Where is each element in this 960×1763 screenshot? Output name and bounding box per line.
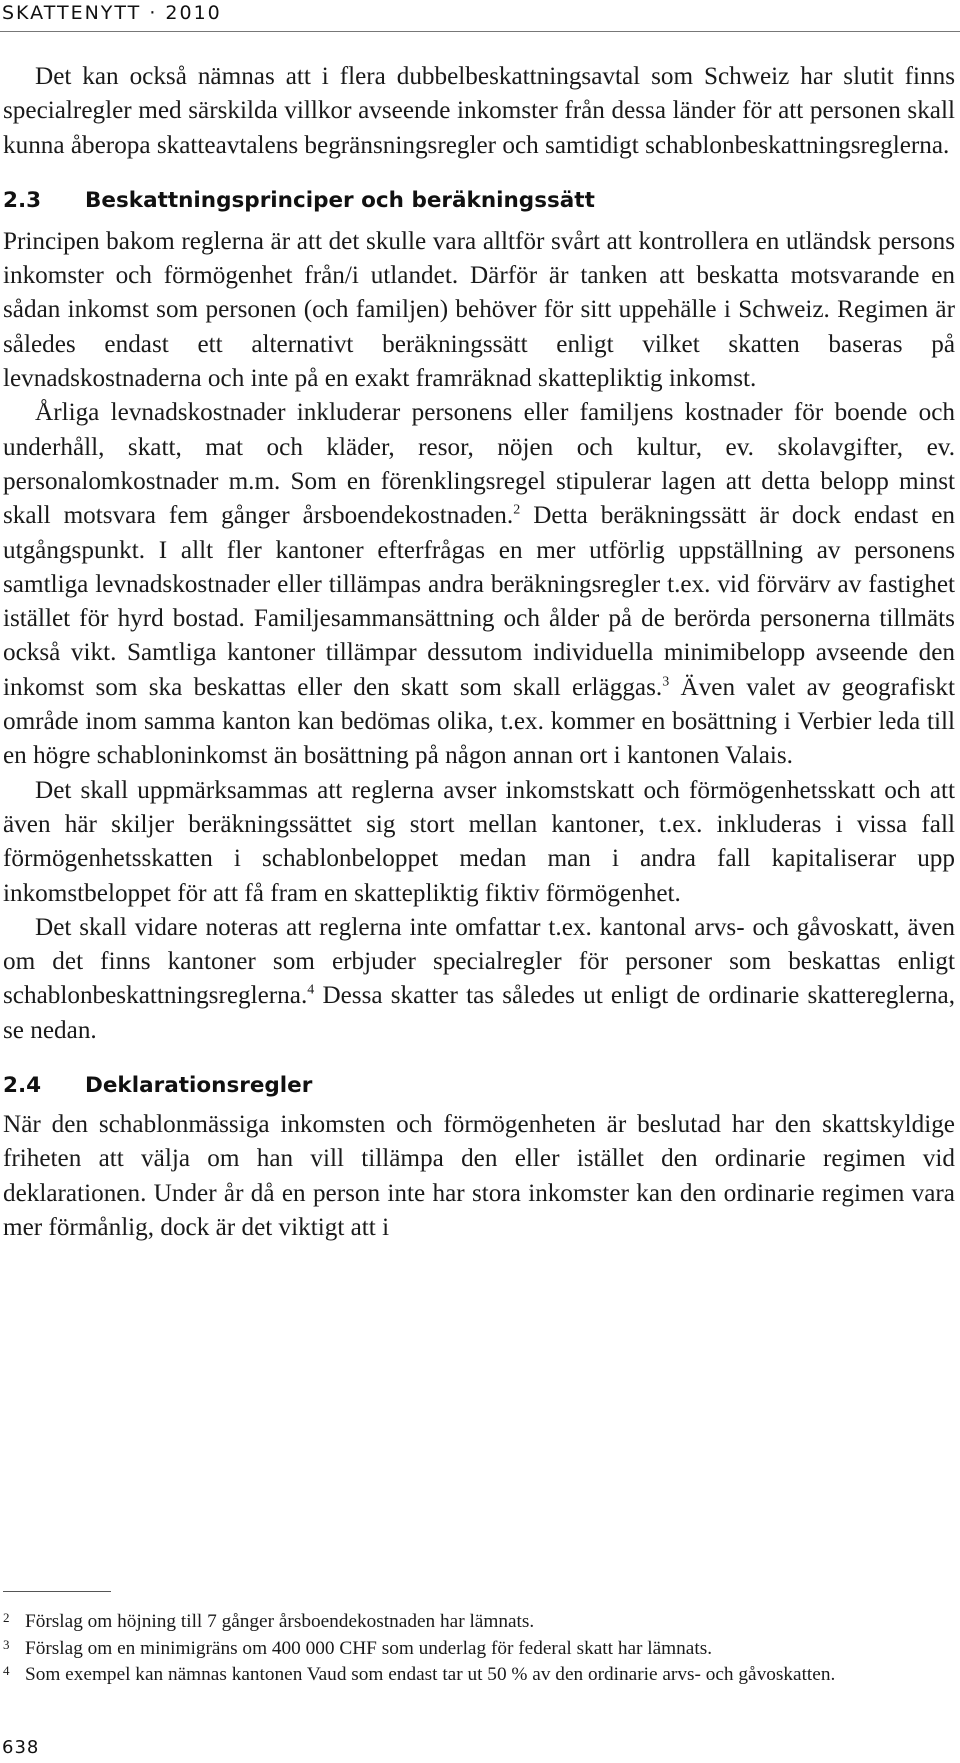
footnote-ref: 3 — [662, 674, 670, 690]
footnote-number: 4 — [3, 1663, 10, 1678]
section-heading-2-4 — [3, 1074, 955, 1098]
text-run: Även valet av geografiskt område inom samma kanton kan bedömas olika, t.ex. kommer en bosättning i Verbier leda till en högre schabloninkomst än bosättning på någon annan ort i kantonen Valais. — [3, 673, 955, 770]
section-heading-2-3 — [3, 189, 955, 213]
section-title: Beskattningsprinciper och beräkningssätt — [85, 187, 595, 213]
paragraph-intro: Det kan också nämnas att i flera dubbelbeskattningsavtal som Schweiz har slutit finns specialregler med särskilda villkor avseende inkomster från dessa länder för att personen skall kunna åberopa skatteavtalens begränsningsregler och samtidigt schablonbeskattningsreglerna. — [3, 63, 955, 159]
footnote-ref: 4 — [307, 983, 315, 999]
article-body — [3, 60, 955, 1245]
text-run: Det skall vidare noteras att reglerna inte omfattar t.ex. kantonal arvs- och gåvoskatt, även om det finns kantoner som erbjuder specialregler för personer som beskattas enligt schablonbeskattningsreglerna. — [3, 913, 955, 1010]
footnote-text: Förslag om höjning till 7 gånger årsboendekostnaden har lämnats. — [25, 1611, 535, 1632]
running-head: SKATTENYTT · 2010 — [2, 2, 222, 24]
footnote-text: Som exempel kan nämnas kantonen Vaud som endast tar ut 50 % av den ordinarie arvs- och gåvoskatten. — [25, 1664, 836, 1685]
text-run: Detta beräkningssätt är dock endast en utgångspunkt. I allt fler kantoner efterfrågas en mer utförlig uppställning av personens samtliga levnadskostnader eller tillämpas andra beräkningsregler t.ex. vid förvärv av fastighet istället för hyrd bostad. Familjesammansättning och ålder på de berörda personerna tillmäts också vikt. Samtliga kantoner tillämpar dessutom individuella minimibelopp avseende den inkomst som ska beskattas eller den skatt som skall erläggas. — [3, 502, 955, 701]
footnote-number: 3 — [3, 1636, 10, 1652]
footnotes — [3, 1609, 955, 1689]
footnote — [3, 1636, 955, 1663]
paragraph-wealth-tax: Det skall uppmärksammas att reglerna avser inkomstskatt och förmögenhetsskatt och att även här skiljer beräkningssättet sig stort mellan kantoner, t.ex. inkluderas i vissa fall förmögenhetsskatten i schablonbeloppet medan man i andra fall kapitaliserar upp inkomstbeloppet för att få fram en skattepliktig fiktiv förmögenhet. — [3, 776, 955, 907]
paragraph-principle: Principen bakom reglerna är att det skulle vara alltför svårt att kontrollera en utländsk persons inkomster och förmögenhet från/i utlandet. Därför är tanken att beskatta motsvarande en sådan inkomst som personen (och familjen) behöver för sitt uppehälle i Schweiz. Regimen är således endast ett alternativt beräkningssätt enligt vilket skatten baseras på levnadskostnaderna och inte på en exakt framräknad skattepliktig inkomst. — [3, 227, 955, 393]
footnote-rule — [3, 1591, 111, 1592]
header-rule — [0, 31, 960, 32]
section-title: Deklarationsregler — [85, 1073, 313, 1099]
footnote — [3, 1609, 955, 1636]
paragraph-declaration: När den schablonmässiga inkomsten och förmögenheten är beslutad har den skattskyldige friheten att välja om han vill tillämpa den eller istället den ordinarie regimen vid deklarationen. Under år då en person inte har stora inkomster kan den ordinarie regimen vara mer förmånlig, dock är det viktigt att i — [3, 1111, 955, 1241]
footnote-ref: 2 — [513, 502, 521, 518]
text-run: Årliga levnadskostnader inkluderar personens eller familjens kostnader för boende och underhåll, skatt, mat och kläder, resor, nöjen och kultur, ev. skolavgifter, ev. personalomkostnader m.m. Som en förenklingsregel stipulerar lagen att detta belopp minst skall motsvara fem gånger årsboendekostnaden. — [3, 399, 955, 530]
paragraph-living-costs — [3, 396, 955, 773]
footnote-number: 2 — [3, 1610, 10, 1625]
section-number: 2.3 — [3, 187, 42, 213]
section-number: 2.4 — [3, 1073, 42, 1099]
text-run: Dessa skatter tas således ut enligt de ordinarie skattereglerna, se nedan. — [3, 982, 955, 1044]
page-number: 638 — [2, 1737, 40, 1758]
paragraph-inheritance — [3, 911, 955, 1048]
footnote — [3, 1662, 955, 1689]
footnote-text: Förslag om en minimigräns om 400 000 CHF som underlag för federal skatt har lämnats. — [25, 1637, 713, 1659]
